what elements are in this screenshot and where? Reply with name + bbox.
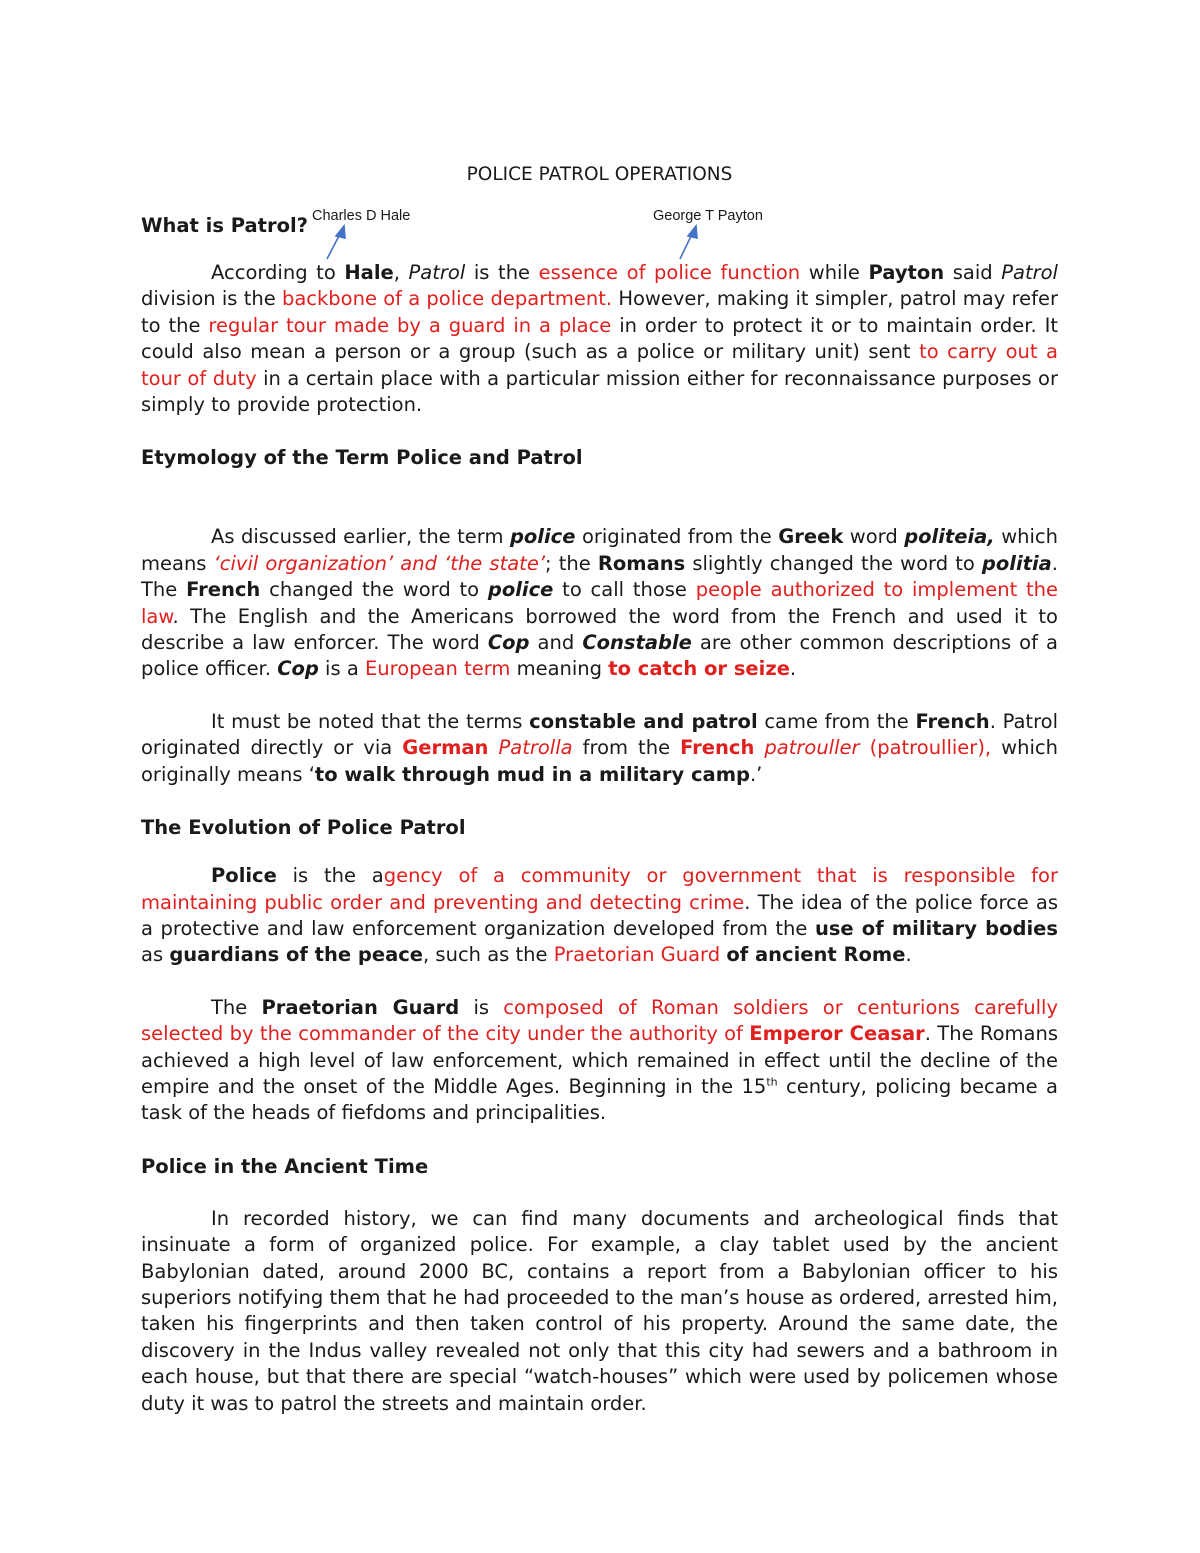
paragraph-etymology-2: It must be noted that the terms constable and patrol came from the French. Patrol originated directly or via German Patrolla from the French patrouller (patroullier), which originally means ‘to walk through mud in a military camp.’ [141,709,1059,786]
heading-ancient: Police in the Ancient Time [141,1154,429,1178]
paragraph-ancient: In recorded history, we can find many documents and archeological finds that insinuate a form of organized police. For example, a clay tablet used by the ancient Babylonian dated, around 2000 BC, contains a report from a Babylonian officer to his superiors notifying them that he had proceeded to the man’s house as ordered, arrested him, taken his fingerprints and then taken control of his property. Around the same date, the discovery in the Indus valley revealed not only that this city had sewers and a bathroom in each house, but that there are special “watch-houses” which were used by policemen whose duty it was to patrol the streets and maintain order. [141,1206,1058,1415]
document-page [141,160,1058,1417]
annotation-hale: Charles D Hale [312,208,411,224]
paragraph-etymology-1: As discussed earlier, the term police originated from the Greek word politeia, which means ‘civil organization’ and ‘the state’; the Romans slightly changed the word to politia. The French changed the word to police to call those people authorized to implement the law. The English and the Americans borrowed the word from the French and used it to describe a law enforcer. The word Cop and Constable are other common descriptions of a police officer. Cop is a European term meaning to catch or seize. [141,525,1059,681]
heading-etymology: Etymology of the Term Police and Patrol [141,446,583,470]
annotation-payton: George T Payton [653,208,763,224]
paragraph-evolution-1: Police is the agency of a community or government that is responsible for maintaining public order and preventing and detecting crime. The idea of the police force as a protective and law enforcement organization developed from the use of military bodies as guardians of the peace, such as the Praetorian Guard of ancient Rome. [141,864,1058,967]
heading-evolution: The Evolution of Police Patrol [141,816,466,840]
paragraph-evolution-2: The Praetorian Guard is composed of Roman soldiers or centurions carefully selected by the commander of the city under the authority of Emperor Ceasar. The Romans achieved a high level of law enforcement, which remained in effect until the decline of the empire and the onset of the Middle Ages. Beginning in the 15th century, policing became a task of the heads of fiefdoms and principalities. [141,995,1058,1125]
document-title: POLICE PATROL OPERATIONS [466,164,733,185]
heading-what-is-patrol: What is Patrol? [141,214,308,237]
paragraph-what-is-patrol: According to Hale, Patrol is the essence of police function while Payton said Patrol division is the backbone of a police department. However, making it simpler, patrol may refer to the regular tour made by a guard in a place in order to protect it or to maintain order. It could also mean a person or a group (such as a police or military unit) sent to carry out a tour of duty in a certain place with a particular mission either for reconnaissance purposes or simply to provide protection. [141,261,1058,417]
